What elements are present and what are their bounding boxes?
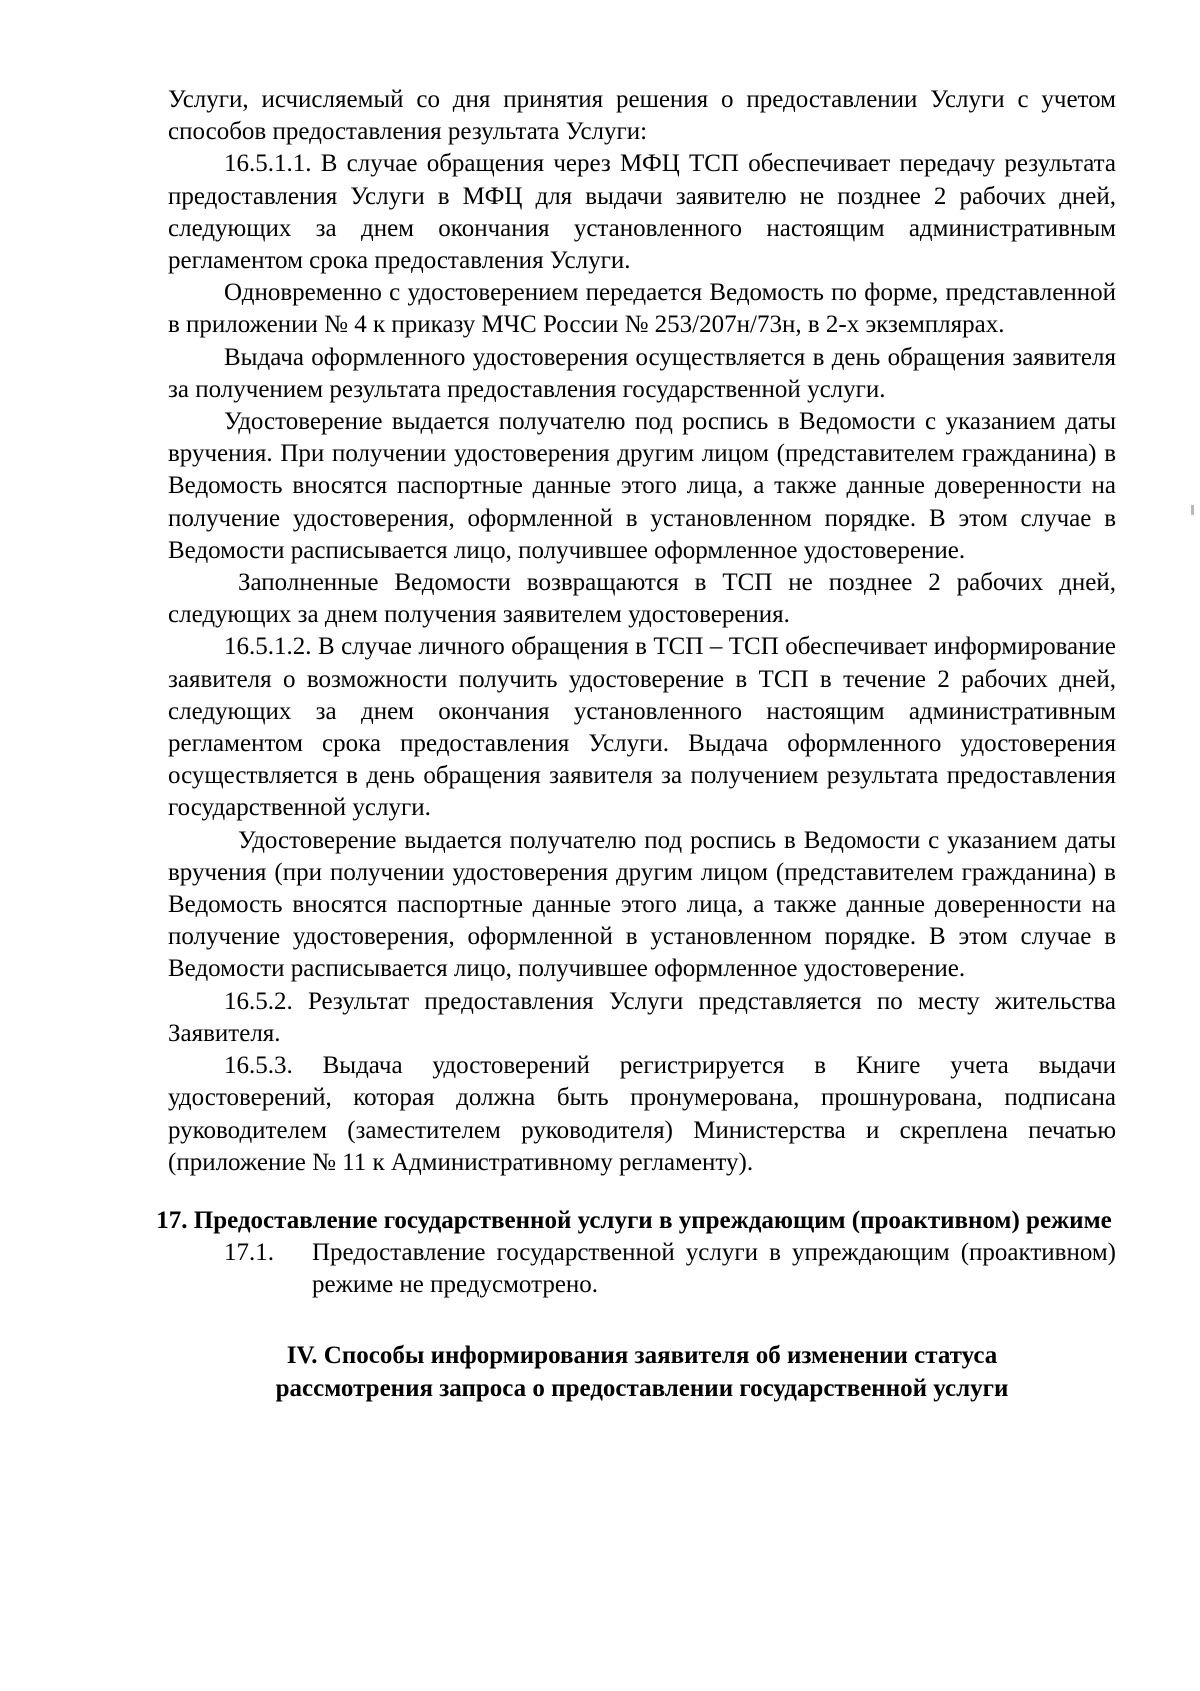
paragraph: 16.5.1.1. В случае обращения через МФЦ ТСП обеспечивает передачу результата предоставления Услуги в МФЦ для выдачи заявителю не позднее 2 рабочих дней, следующих за днем окончания установленного настоящим административным регламентом срока предоставления Услуги. [168,150,1116,275]
document-page [156,84,1116,1405]
section-17-item-text: Предоставление государственной услуги в упреждающим (проактивном) режиме не предусмотрено. [312,1238,1116,1299]
section-iv-heading [168,1339,1116,1405]
paragraph: Одновременно с удостоверением передается Ведомость по форме, представленной в приложении № 4 к приказу МЧС России № 253/207н/73н, в 2-х экземплярах. [168,279,1116,339]
paragraph: Услуги, исчисляемый со дня принятия решения о предоставлении Услуги с учетом способов предоставления результата Услуги: [168,86,1116,146]
section-17-item-number: 17.1. [224,1238,274,1266]
scan-artifact [1191,505,1194,515]
section-17-item [224,1237,1116,1301]
section-iv-heading-line-1: IV. Способы информирования заявителя об изменении статуса [286,1342,998,1370]
paragraph: Удостоверение выдается получателю под роспись в Ведомости с указанием даты вручения. При получении удостоверения другим лицом (представителем гражданина) в Ведомость вносятся паспортные данные этого лица, а также данные доверенности на получение удостоверения, оформленной в установленном порядке. В этом случае в Ведомости расписывается лицо, получившее оформленное удостоверение. [168,408,1116,564]
paragraph: 16.5.1.2. В случае личного обращения в ТСП – ТСП обеспечивает информирование заявителя о возможности получить удостоверение в ТСП в течение 2 рабочих дней, следующих за днем окончания установленного настоящим административным регламентом срока предоставления Услуги. Выдача оформленного удостоверения осуществляется в день обращения заявителя за получением результата предоставления государственной услуги. [168,633,1116,822]
section-17-heading: 17. Предоставление государственной услуги в упреждающим (проактивном) режиме [156,1206,1112,1234]
section-iv-heading-line-2: рассмотрения запроса о предоставлении государственной услуги [275,1375,1009,1403]
paragraph: Выдача оформленного удостоверения осуществляется в день обращения заявителя за получением результата предоставления государственной услуги. [168,343,1116,403]
paragraph: 16.5.3. Выдача удостоверений регистрируется в Книге учета выдачи удостоверений, которая должна быть пронумерована, прошнурована, подписана руководителем (заместителем руководителя) Министерства и скреплена печатью (приложение № 11 к Административному регламенту). [168,1052,1116,1176]
paragraph: 16.5.2. Результат предоставления Услуги представляется по месту жительства Заявителя. [168,987,1116,1047]
paragraph: Удостоверение выдается получателю под роспись в Ведомости с указанием даты вручения (при получении удостоверения другим лицом (представителем гражданина) в Ведомость вносятся паспортные данные этого лица, а также данные доверенности на получение удостоверения, оформленной в установленном порядке. В этом случае в Ведомости расписывается лицо, получившее оформленное удостоверение. [168,826,1116,983]
paragraph: Заполненные Ведомости возвращаются в ТСП не позднее 2 рабочих дней, следующих за днем получения заявителем удостоверения. [168,569,1116,629]
